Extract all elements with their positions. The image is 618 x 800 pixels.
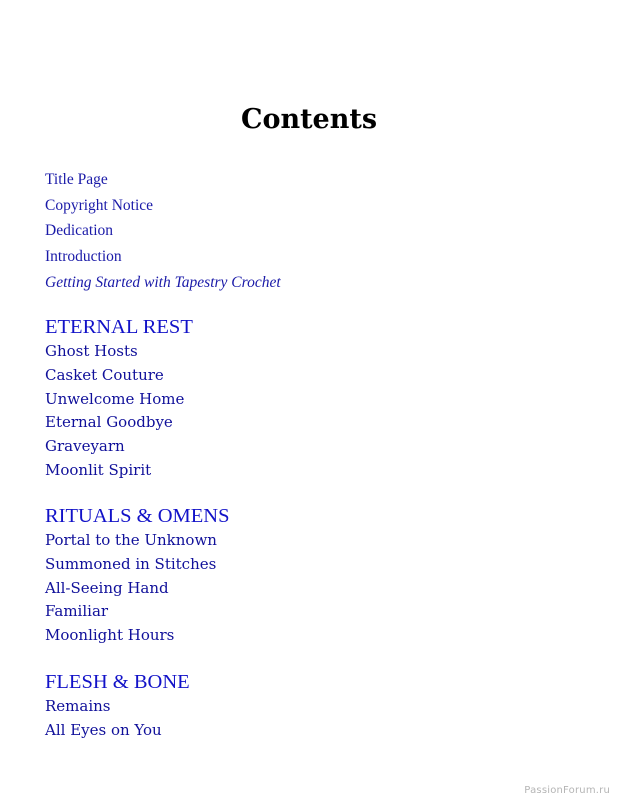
toc-link[interactable]: Casket Couture xyxy=(45,365,164,384)
toc-link[interactable]: Ghost Hosts xyxy=(45,342,138,360)
toc-link-title-page[interactable]: Title Page xyxy=(45,171,108,188)
watermark: PassionForum.ru xyxy=(524,785,610,796)
toc-link-dedication[interactable]: Dedication xyxy=(45,222,114,240)
toc-link[interactable]: Graveyarn xyxy=(45,437,125,456)
front-matter-list xyxy=(45,167,281,296)
toc-link[interactable]: All Eyes on You xyxy=(45,720,162,739)
toc-section-eternal-rest xyxy=(45,314,193,483)
toc-link[interactable]: All-Seeing Hand xyxy=(45,578,169,597)
page-title: Contents xyxy=(240,104,378,135)
section-heading-link[interactable]: FLESH & BONE xyxy=(45,671,190,693)
toc-link[interactable]: Summoned in Stitches xyxy=(45,554,217,573)
toc-section-rituals-omens xyxy=(45,503,230,648)
toc-link[interactable]: Moonlight Hours xyxy=(45,626,175,645)
toc-link-introduction[interactable]: Introduction xyxy=(45,248,122,266)
toc-section-flesh-bone xyxy=(45,669,190,743)
toc-link[interactable]: Portal to the Unknown xyxy=(45,531,217,549)
section-heading-link[interactable]: RITUALS & OMENS xyxy=(45,505,230,527)
toc-link[interactable]: Familiar xyxy=(45,602,109,621)
toc-link[interactable]: Unwelcome Home xyxy=(45,389,185,408)
toc-link-getting-started[interactable]: Getting Started with Tapestry Crochet xyxy=(45,273,281,291)
toc-link[interactable]: Eternal Goodbye xyxy=(45,413,173,432)
toc-link[interactable]: Moonlit Spirit xyxy=(45,460,152,479)
toc-link[interactable]: Remains xyxy=(45,697,111,715)
toc-link-copyright-notice[interactable]: Copyright Notice xyxy=(45,196,154,214)
section-heading-link[interactable]: ETERNAL REST xyxy=(45,316,193,338)
